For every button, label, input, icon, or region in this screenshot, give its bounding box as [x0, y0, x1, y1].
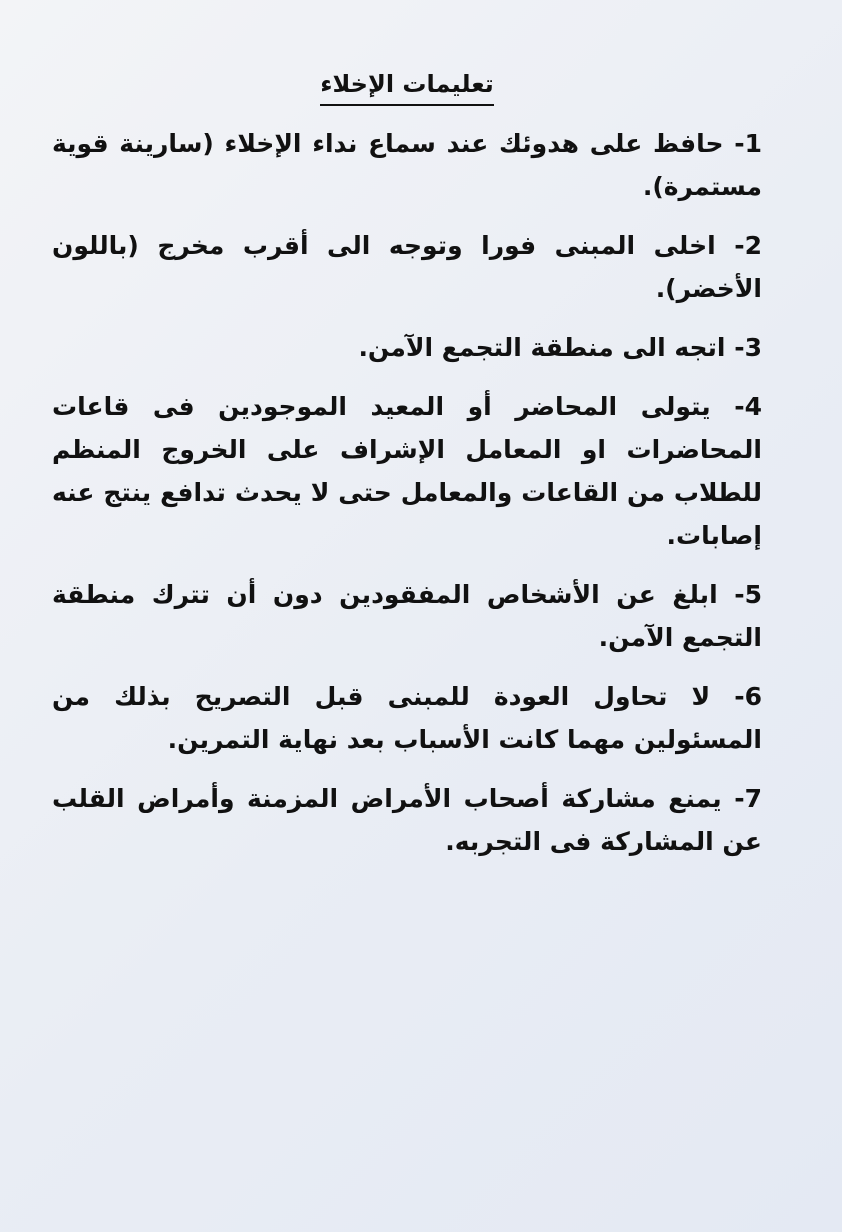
- instruction-item-1: 1- حافظ على هدوئك عند سماع نداء الإخلاء (سارينة قوية مستمرة).: [52, 129, 762, 201]
- document-title-text: تعليمات الإخلاء: [320, 70, 494, 106]
- instruction-item-7: 7- يمنع مشاركة أصحاب الأمراض المزمنة وأمراض القلب عن المشاركة فى التجربه.: [52, 784, 762, 856]
- instruction-item-6: 6- لا تحاول العودة للمبنى قبل التصريح بذلك من المسئولين مهما كانت الأسباب بعد نهاية التمرين.: [52, 682, 762, 754]
- instruction-item-4: 4- يتولى المحاضر أو المعيد الموجودين فى قاعات المحاضرات او المعامل الإشراف على الخروج المنظم للطلاب من القاعات والمعامل حتى لا يحدث تدافع ينتج عنه إصابات.: [52, 392, 762, 550]
- instruction-item-5: 5- ابلغ عن الأشخاص المفقودين دون أن تترك منطقة التجمع الآمن.: [52, 580, 762, 652]
- instruction-item-2: 2- اخلى المبنى فورا وتوجه الى أقرب مخرج (باللون الأخضر).: [52, 231, 762, 303]
- instruction-item-3: 3- اتجه الى منطقة التجمع الآمن.: [358, 333, 762, 362]
- document-title: [52, 70, 762, 98]
